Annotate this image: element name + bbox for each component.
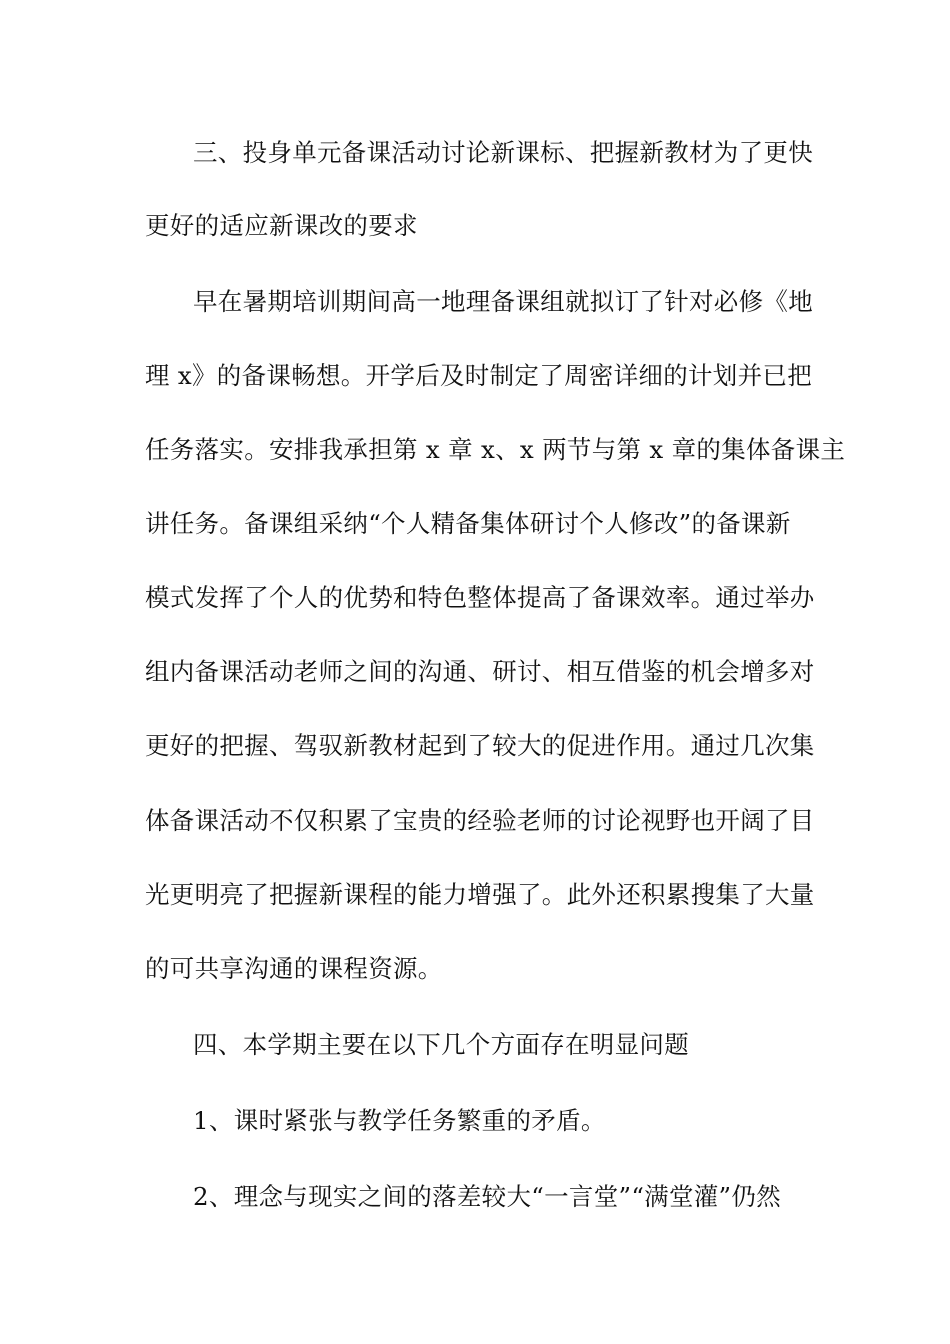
paragraph-line-6: 组内备课活动老师之间的沟通、研讨、相互借鉴的机会增多对	[145, 657, 815, 686]
section-heading-4: 四、本学期主要在以下几个方面存在明显问题	[193, 1030, 689, 1059]
paragraph-line-2: 理 x》的备课畅想。开学后及时制定了周密详细的计划并已把	[145, 361, 813, 390]
paragraph-line-5: 模式发挥了个人的优势和特色整体提高了备课效率。通过举办	[145, 583, 815, 612]
paragraph-line-1: 早在暑期培训期间高一地理备课组就拟订了针对必修《地	[193, 287, 813, 316]
paragraph-line-3: 任务落实。安排我承担第 x 章 x、x 两节与第 x 章的集体备课主	[145, 435, 846, 464]
paragraph-line-8: 体备课活动不仅积累了宝贵的经验老师的讨论视野也开阔了目	[145, 806, 815, 835]
paragraph-line-10: 的可共享沟通的课程资源。	[145, 954, 443, 983]
paragraph-line-4: 讲任务。备课组采纳“个人精备集体研讨个人修改”的备课新	[145, 509, 791, 538]
section-heading-3-line-2: 更好的适应新课改的要求	[145, 211, 418, 240]
list-item-2: 2、理念与现实之间的落差较大“一言堂”“满堂灌”仍然	[193, 1182, 781, 1211]
list-item-1: 1、课时紧张与教学任务繁重的矛盾。	[193, 1106, 606, 1135]
section-heading-3-line-1: 三、投身单元备课活动讨论新课标、把握新教材为了更快	[193, 138, 813, 167]
paragraph-line-7: 更好的把握、驾驭新教材起到了较大的促进作用。通过几次集	[145, 731, 815, 760]
paragraph-line-9: 光更明亮了把握新课程的能力增强了。此外还积累搜集了大量	[145, 880, 815, 909]
